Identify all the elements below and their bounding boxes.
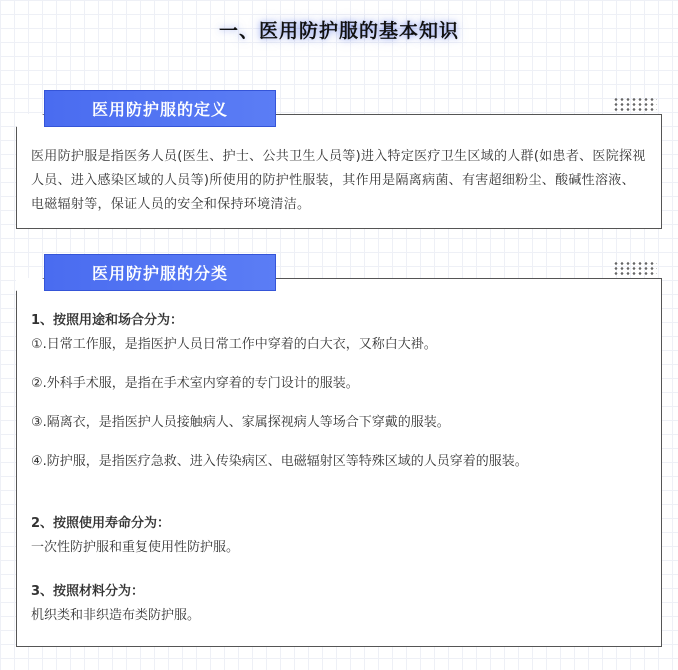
dots-decoration-icon	[613, 97, 657, 111]
definition-tab-label: 医用防护服的定义	[91, 100, 228, 119]
tab-notch-decoration	[16, 278, 44, 291]
page-title: 一、医用防护服的基本知识	[218, 20, 459, 42]
classification-group-3	[17, 580, 661, 628]
definition-text: 医用防护服是指医务人员(医生、护士、公共卫生人员等)进入特定医疗卫生区域的人群(如患者、医院探视人员、进入感染区域的人员等)所使用的防护性服装，其作用是隔离病菌、有害超细粉尘、酸碱性溶液、电磁辐射等，保证人员的安全和保持环境清洁。	[31, 149, 646, 212]
definition-tab	[44, 90, 276, 127]
classification-tab	[44, 254, 276, 291]
group-heading: 1、按照用途和场合分为：	[31, 313, 184, 328]
tab-notch-decoration	[16, 114, 44, 127]
classification-card	[16, 278, 662, 647]
classification-group-2	[17, 512, 661, 560]
classification-section	[16, 254, 662, 648]
classification-group-1	[17, 309, 661, 474]
group-heading: 3、按照材料分为：	[31, 584, 145, 599]
classification-tab-label: 医用防护服的分类	[91, 264, 228, 283]
list-item: 机织类和非织造布类防护服。	[31, 608, 201, 623]
definition-section	[16, 90, 662, 230]
group-heading: 2、按照使用寿命分为：	[31, 516, 171, 531]
list-item: ④.防护服，是指医疗急救、进入传染病区、电磁辐射区等特殊区域的人员穿着的服装。	[31, 454, 528, 469]
list-item: ②.外科手术服，是指在手术室内穿着的专门设计的服装。	[31, 376, 359, 391]
dots-decoration-icon	[613, 261, 657, 275]
definition-card	[16, 114, 662, 229]
list-item: ①.日常工作服，是指医护人员日常工作中穿着的白大衣，又称白大褂。	[31, 337, 437, 352]
list-item: 一次性防护服和重复使用性防护服。	[31, 540, 240, 555]
list-item: ③.隔离衣，是指医护人员接触病人、家属探视病人等场合下穿戴的服装。	[31, 415, 450, 430]
